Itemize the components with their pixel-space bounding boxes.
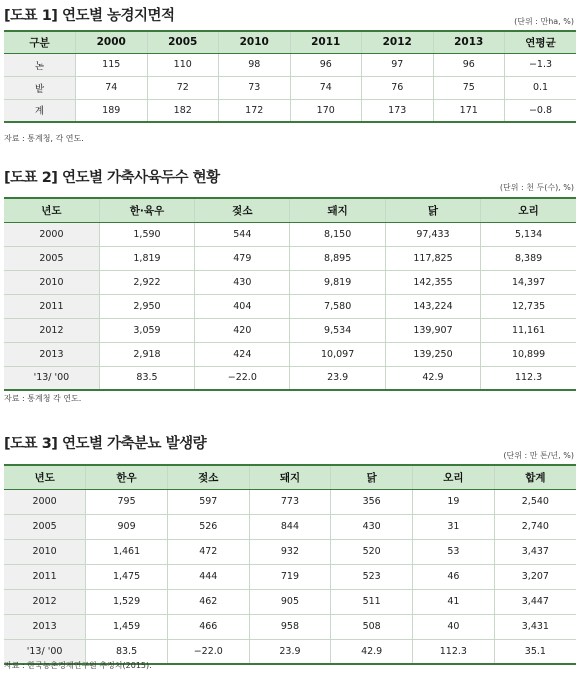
table-cell: 96 [433,53,505,76]
table1-source: 자료 : 통계청, 각 연도. [4,134,84,143]
table-row [4,76,576,99]
table-cell: 844 [249,514,331,539]
table-cell: 2,540 [494,489,576,514]
table-cell: 3,447 [494,589,576,614]
table-cell: 444 [167,564,249,589]
table-cell: 76 [362,76,434,99]
table2-body [4,222,576,390]
table2-title: [도표 2] 연도별 가축사육두수 현황 [4,170,220,186]
table-cell: 958 [249,614,331,639]
row-label-cell: 2013 [4,614,86,639]
table-row [4,539,576,564]
table1-unit: (단위 : 만ha, %) [514,17,574,26]
table-cell: 115 [76,53,148,76]
table1-header-cell: 구분 [4,31,76,53]
table3-header-cell: 한우 [86,465,168,489]
table3-header-cell: 합계 [494,465,576,489]
table-cell: 173 [362,99,434,122]
table-cell: 42.9 [331,639,413,664]
table-cell: −0.8 [505,99,577,122]
table-cell: 23.9 [249,639,331,664]
row-label-cell: 2013 [4,342,99,366]
table1-header-cell: 연평균 [505,31,577,53]
table-cell: 7,580 [290,294,385,318]
table3-section [4,428,576,681]
table-cell: 462 [167,589,249,614]
table1-header-cell: 2000 [76,31,148,53]
table-cell: 53 [413,539,495,564]
table-cell: 520 [331,539,413,564]
row-label-cell: 2012 [4,589,86,614]
table-row [4,318,576,342]
table-cell: 430 [195,270,290,294]
table-cell: 8,895 [290,246,385,270]
table3-header-cell: 년도 [4,465,86,489]
table-cell: 3,431 [494,614,576,639]
table-row [4,294,576,318]
table-cell: 511 [331,589,413,614]
table-cell: 3,059 [99,318,194,342]
table-cell: 72 [147,76,219,99]
table-cell: 42.9 [385,366,480,390]
table-cell: 117,825 [385,246,480,270]
table-cell: 2,918 [99,342,194,366]
table-row [4,614,576,639]
table-cell: 466 [167,614,249,639]
table2-section [4,162,576,412]
table-cell: 40 [413,614,495,639]
table-cell: 189 [76,99,148,122]
table-row [4,589,576,614]
table-cell: 172 [219,99,291,122]
row-label-cell: 2011 [4,564,86,589]
table-cell: 10,097 [290,342,385,366]
row-label-cell: '13/ '00 [4,366,99,390]
table2 [4,197,576,391]
table-cell: 142,355 [385,270,480,294]
row-label-cell: 논 [4,53,76,76]
table-cell: 171 [433,99,505,122]
table-row [4,489,576,514]
table-cell: 1,590 [99,222,194,246]
table3-header-cell: 돼지 [249,465,331,489]
row-label-cell: 2012 [4,318,99,342]
table-cell: 143,224 [385,294,480,318]
table1-header-cell: 2012 [362,31,434,53]
table-cell: 3,207 [494,564,576,589]
table-cell: 1,459 [86,614,168,639]
row-label-cell: 2010 [4,270,99,294]
table-row [4,342,576,366]
table-cell: −1.3 [505,53,577,76]
table-cell: 430 [331,514,413,539]
table-cell: 74 [290,76,362,99]
table-cell: 932 [249,539,331,564]
table-cell: 544 [195,222,290,246]
table-cell: 356 [331,489,413,514]
table1-header-cell: 2013 [433,31,505,53]
table-cell: 0.1 [505,76,577,99]
table-cell: 472 [167,539,249,564]
row-label-cell: 2000 [4,222,99,246]
table-cell: 41 [413,589,495,614]
table1 [4,30,576,123]
table-cell: 2,740 [494,514,576,539]
table-cell: 74 [76,76,148,99]
table-cell: 8,150 [290,222,385,246]
table-cell: 10,899 [481,342,576,366]
table-cell: 112.3 [413,639,495,664]
table-cell: 424 [195,342,290,366]
table-cell: 909 [86,514,168,539]
table-cell: 5,134 [481,222,576,246]
table-cell: 98 [219,53,291,76]
table-row [4,564,576,589]
table2-header-cell: 년도 [4,198,99,222]
table-cell: 9,819 [290,270,385,294]
table-cell: 14,397 [481,270,576,294]
row-label-cell: 밭 [4,76,76,99]
table1-body [4,53,576,122]
table-cell: 719 [249,564,331,589]
table3-title: [도표 3] 연도별 가축분뇨 발생량 [4,436,207,452]
table2-header-cell: 닭 [385,198,480,222]
table-cell: 112.3 [481,366,576,390]
row-label-cell: 계 [4,99,76,122]
table-cell: 12,735 [481,294,576,318]
table2-header-cell: 오리 [481,198,576,222]
table2-source: 자료 : 통계청 각 연도. [4,394,82,403]
table-cell: 110 [147,53,219,76]
table2-unit: (단위 : 천 두(수), %) [499,183,574,192]
table-cell: 139,907 [385,318,480,342]
row-label-cell: 2010 [4,539,86,564]
table1-header-cell: 2011 [290,31,362,53]
table-cell: 139,250 [385,342,480,366]
table-cell: 97 [362,53,434,76]
table-row [4,514,576,539]
row-label-cell: '13/ '00 [4,639,86,664]
table-cell: 3,437 [494,539,576,564]
table-cell: 2,922 [99,270,194,294]
table-cell: 46 [413,564,495,589]
table3-header-cell: 젖소 [167,465,249,489]
table1-header-cell: 2005 [147,31,219,53]
table-cell: 420 [195,318,290,342]
table3-source: 자료 : 한국농촌경제연구원 추정치(2015). [4,661,152,670]
table-cell: 479 [195,246,290,270]
table-cell: 83.5 [86,639,168,664]
table3-unit: (단위 : 만 톤/년, %) [503,451,574,460]
table-cell: 597 [167,489,249,514]
table-cell: 96 [290,53,362,76]
table-cell: −22.0 [167,639,249,664]
row-label-cell: 2005 [4,246,99,270]
table-cell: 83.5 [99,366,194,390]
table3-header-row [4,465,576,489]
table-cell: 1,819 [99,246,194,270]
table-cell: 905 [249,589,331,614]
table3-header-cell: 오리 [413,465,495,489]
table-cell: 11,161 [481,318,576,342]
table2-header-cell: 한·육우 [99,198,194,222]
table1-section [4,0,576,150]
table-cell: 526 [167,514,249,539]
table-row [4,53,576,76]
table-cell: 2,950 [99,294,194,318]
table-cell: 1,461 [86,539,168,564]
table-cell: 73 [219,76,291,99]
table-cell: 97,433 [385,222,480,246]
row-label-cell: 2000 [4,489,86,514]
table-cell: 19 [413,489,495,514]
table-cell: 23.9 [290,366,385,390]
table-cell: 508 [331,614,413,639]
table3-header-cell: 닭 [331,465,413,489]
table-row [4,366,576,390]
table3 [4,464,576,665]
table-cell: 523 [331,564,413,589]
table1-title: [도표 1] 연도별 농경지면적 [4,8,175,24]
table1-header-cell: 2010 [219,31,291,53]
table-cell: 1,475 [86,564,168,589]
table-row [4,270,576,294]
table-cell: 31 [413,514,495,539]
table-cell: 35.1 [494,639,576,664]
table-cell: 8,389 [481,246,576,270]
table1-header-row [4,31,576,53]
table-cell: 170 [290,99,362,122]
table2-header-row [4,198,576,222]
row-label-cell: 2005 [4,514,86,539]
table-cell: 404 [195,294,290,318]
table-row [4,222,576,246]
row-label-cell: 2011 [4,294,99,318]
table-cell: 1,529 [86,589,168,614]
table-cell: −22.0 [195,366,290,390]
table2-header-cell: 젖소 [195,198,290,222]
table-row [4,99,576,122]
table-cell: 75 [433,76,505,99]
table-cell: 795 [86,489,168,514]
table-row [4,246,576,270]
table-cell: 182 [147,99,219,122]
table2-header-cell: 돼지 [290,198,385,222]
table3-body [4,489,576,664]
table-cell: 773 [249,489,331,514]
table-cell: 9,534 [290,318,385,342]
